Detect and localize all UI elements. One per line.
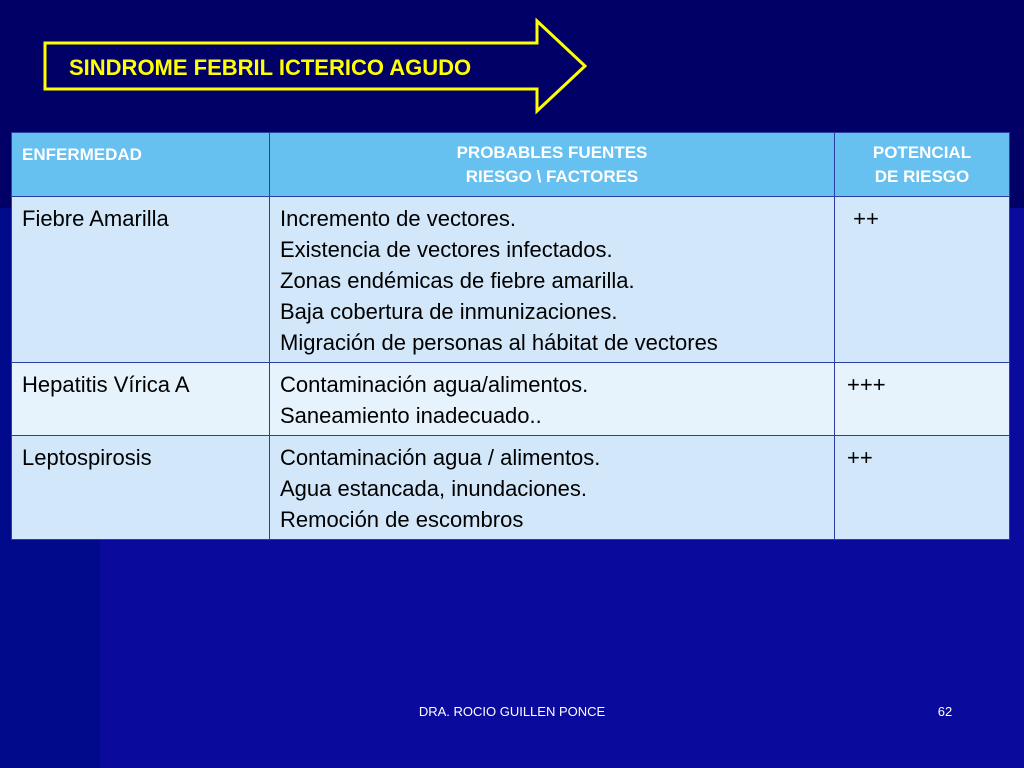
potencial-value: ++ <box>847 445 873 470</box>
fuente-line: Agua estancada, inundaciones. <box>280 476 588 501</box>
cell-potencial <box>835 197 1010 363</box>
fuente-line: Zonas endémicas de fiebre amarilla. <box>280 268 635 293</box>
header-potencial-line1: POTENCIAL <box>872 143 972 162</box>
fuente-line: Baja cobertura de inmunizaciones. <box>280 299 618 324</box>
footer-author: DRA. ROCIO GUILLEN PONCE <box>418 704 606 719</box>
fuente-line: Migración de personas al hábitat de vectores <box>280 330 718 355</box>
cell-fuentes <box>270 436 835 540</box>
fuente-line: Incremento de vectores. <box>280 206 517 231</box>
table-row <box>12 197 1010 363</box>
risk-table <box>11 132 1010 540</box>
cell-potencial <box>835 363 1010 436</box>
cell-enfermedad: Leptospirosis <box>12 436 270 540</box>
fuente-line: Contaminación agua/alimentos. <box>280 372 589 397</box>
header-enfermedad <box>12 133 270 197</box>
header-fuentes <box>270 133 835 197</box>
page-number: 62 <box>937 704 953 719</box>
potencial-value: +++ <box>847 372 886 397</box>
cell-fuentes <box>270 363 835 436</box>
cell-potencial <box>835 436 1010 540</box>
header-potencial-line2: DE RIESGO <box>874 167 970 186</box>
table-row <box>12 363 1010 436</box>
cell-fuentes <box>270 197 835 363</box>
cell-enfermedad: Hepatitis Vírica A <box>12 363 270 436</box>
header-enfermedad-label: ENFERMEDAD <box>22 145 142 164</box>
fuente-line: Contaminación agua / alimentos. <box>280 445 601 470</box>
header-fuentes-line2: RIESGO \ FACTORES <box>465 167 639 186</box>
cell-enfermedad: Fiebre Amarilla <box>12 197 270 363</box>
table-header-row <box>12 133 1010 197</box>
potencial-value: ++ <box>847 206 879 231</box>
table-row <box>12 436 1010 540</box>
header-fuentes-line1: PROBABLES FUENTES <box>456 143 648 162</box>
fuente-line: Remoción de escombros <box>280 507 524 532</box>
fuente-line: Existencia de vectores infectados. <box>280 237 613 262</box>
header-potencial <box>835 133 1010 197</box>
slide-title: SINDROME FEBRIL ICTERICO AGUDO <box>69 55 472 80</box>
fuente-line: Saneamiento inadecuado.. <box>280 403 542 428</box>
